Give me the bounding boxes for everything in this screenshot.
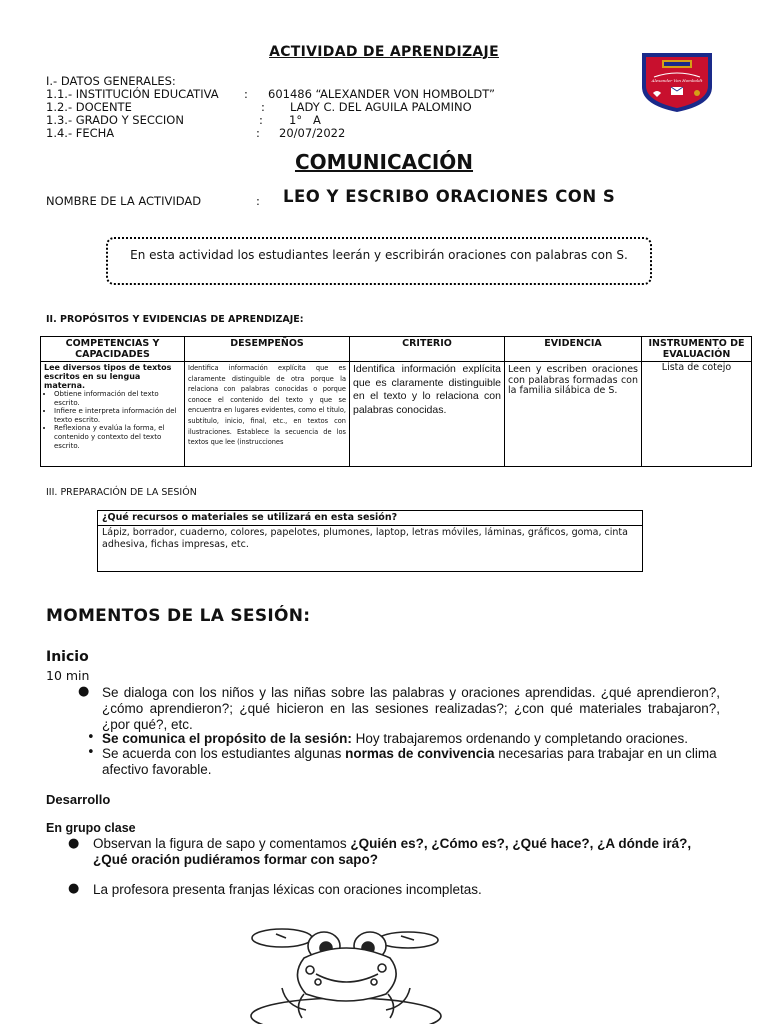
grado-value: 1° A — [289, 113, 321, 127]
bullet-icon: ● — [68, 881, 80, 896]
frog-illustration — [246, 910, 446, 1024]
competencia-title: Lee diversos tipos de textos escritos en su lengua materna. — [44, 363, 172, 390]
fecha-label: 1.4.- FECHA — [46, 126, 115, 140]
capacidad-item: • Obtiene información del texto escrito. — [54, 390, 181, 407]
institucion-label: 1.1.- INSTITUCIÓN EDUCATIVA — [46, 87, 219, 101]
inicio-bullet-1: Se dialoga con los niños y las niñas sobre las palabras y oraciones aprendidas. ¿qué aprendieron?, ¿cómo aprendieron?; ¿qué hicieron en las sesiones realizadas?; ¿con qué materiales trabajaron?, ¿por qué?, etc. — [102, 685, 720, 732]
capacidad-item: • Infiere e interpreta información del texto escrito. — [54, 407, 181, 424]
competencia-cell — [41, 362, 185, 467]
section-2-title: II. PROPÓSITOS Y EVIDENCIAS DE APRENDIZAJE: — [46, 314, 304, 325]
header-competencias: COMPETENCIAS Y CAPACIDADES — [41, 337, 185, 362]
criterio-cell: Identifica información explícita que es claramente distinguible en el texto y lo relaciona con palabras conocidas. — [350, 362, 505, 467]
frog-icon — [246, 910, 446, 1024]
header-instrumento: INSTRUMENTO DE EVALUACIÓN — [642, 337, 752, 362]
svg-text:Alexander Von Homboldt: Alexander Von Homboldt — [651, 78, 703, 83]
bullet-icon: • — [87, 745, 95, 760]
inicio-time: 10 min — [46, 668, 90, 683]
table-row — [41, 362, 752, 467]
institucion-value: 601486 “ALEXANDER VON HOMBOLDT” — [268, 87, 496, 101]
resources-question: ¿Qué recursos o materiales se utilizará en esta sesión? — [98, 511, 642, 526]
desarrollo-title: Desarrollo — [46, 792, 111, 807]
resources-box — [97, 510, 643, 572]
inicio-bullet-2: Se comunica el propósito de la sesión: Hoy trabajaremos ordenando y completando oraciones. — [102, 731, 689, 746]
school-logo — [640, 51, 714, 113]
evidencia-cell: Leen y escriben oraciones con palabras formadas con la familia silábica de S. — [505, 362, 642, 467]
inicio-title: Inicio — [46, 649, 89, 665]
school-crest-icon — [640, 51, 714, 113]
docente-value: LADY C. DEL AGUILA PALOMINO — [290, 100, 472, 114]
header-evidencia: EVIDENCIA — [505, 337, 642, 362]
activity-name: LEO Y ESCRIBO ORACIONES CON S — [283, 187, 616, 206]
bullet-icon: ● — [78, 684, 90, 699]
section-3-title: III. PREPARACIÓN DE LA SESIÓN — [46, 487, 197, 498]
datos-generales-heading: I.- DATOS GENERALES: — [46, 74, 176, 88]
instrumento-cell: Lista de cotejo — [642, 362, 752, 467]
fecha-value: 20/07/2022 — [279, 126, 346, 140]
desarrollo-bullet-1: Observan la figura de sapo y comentamos ¿Quién es?, ¿Cómo es?, ¿Qué hace?, ¿A dónde irá?, ¿Qué oración pudiéramos formar con sapo? — [93, 836, 692, 867]
bullet-icon: • — [87, 730, 95, 745]
docente-label: 1.2.- DOCENTE — [46, 100, 132, 114]
grupo-clase-label: En grupo clase — [46, 821, 136, 835]
capacidad-item: • Reflexiona y evalúa la forma, el contenido y contexto del texto escrito. — [54, 424, 181, 450]
desarrollo-bullet-2: La profesora presenta franjas léxicas con oraciones incompletas. — [93, 882, 482, 897]
grado-label: 1.3.- GRADO Y SECCION — [46, 113, 184, 127]
table-header-row — [41, 337, 752, 362]
activity-colon: : — [256, 194, 260, 208]
activity-description-box: En esta actividad los estudiantes leerán y escribirán oraciones con palabras con S. — [106, 237, 652, 285]
document-title: ACTIVIDAD DE APRENDIZAJE — [269, 44, 499, 60]
moments-title: MOMENTOS DE LA SESIÓN: — [46, 606, 311, 626]
header-desempenos: DESEMPEÑOS — [185, 337, 350, 362]
subject-title: COMUNICACIÓN — [294, 150, 474, 174]
activity-label: NOMBRE DE LA ACTIVIDAD — [46, 194, 202, 208]
bullet-icon: ● — [68, 836, 80, 851]
inicio-bullet-3: Se acuerda con los estudiantes algunas normas de convivencia necesarias para trabajar en un clima afectivo favorable. — [102, 746, 717, 777]
resources-answer: Lápiz, borrador, cuaderno, colores, papelotes, plumones, laptop, letras móviles, láminas, gráficos, goma, cinta adhesiva, fichas impresas, etc. — [102, 527, 628, 550]
header-criterio: CRITERIO — [350, 337, 505, 362]
purposes-table — [40, 336, 752, 467]
desempeno-cell: Identifica información explícita que es claramente distinguible de otra porque la relaciona con palabras conocidas o porque conoce el contenido del texto y que se encuentra en lugares evidentes, como el título, subtítulo, inicio, final, etc., en textos con ilustraciones. Establece la secuencia de los textos que lee (instrucciones — [185, 362, 350, 467]
